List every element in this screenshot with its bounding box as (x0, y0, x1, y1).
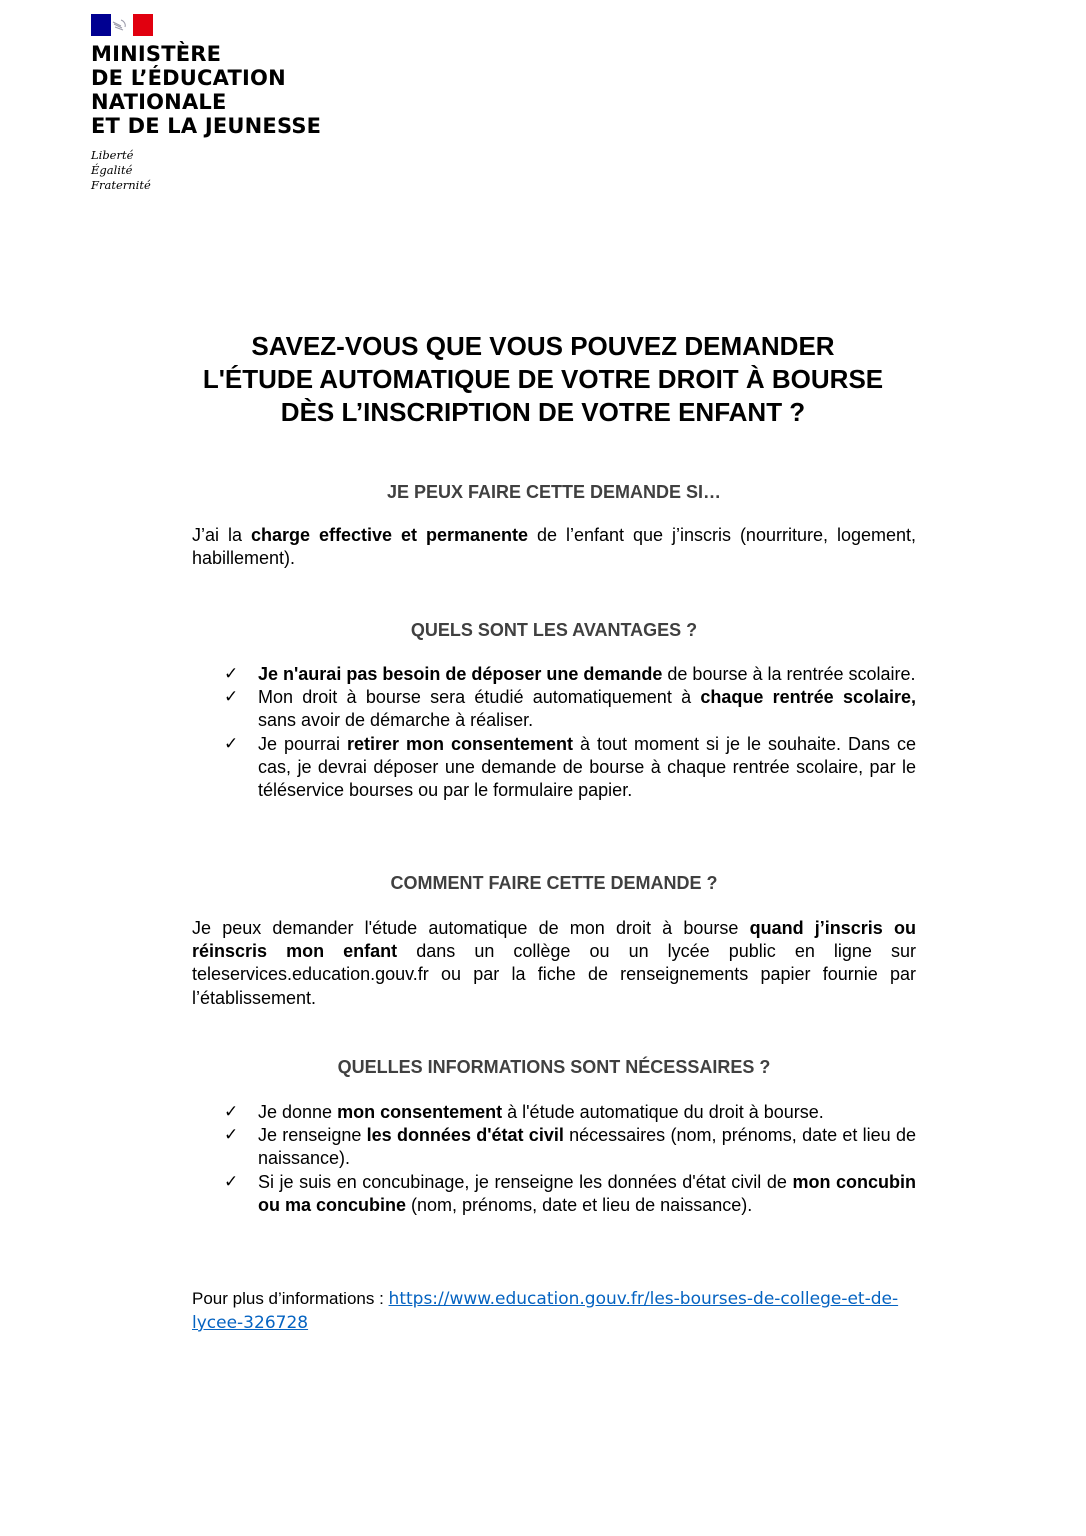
section-heading-advantages: QUELS SONT LES AVANTAGES ? (410, 620, 698, 640)
more-information (192, 1287, 916, 1335)
checkmark-icon: ✓ (224, 687, 239, 708)
list-item (192, 663, 916, 686)
checkmark-icon: ✓ (224, 1171, 239, 1192)
text: à l'étude automatique du droit à bourse. (502, 1102, 824, 1122)
how-to-paragraph (192, 917, 916, 1010)
section-heading-how-to: COMMENT FAIRE CETTE DEMANDE ? (390, 873, 718, 893)
motto-line: Fraternité (91, 178, 151, 192)
bold-text: mon concubin ou ma concubine (258, 1171, 917, 1215)
ministry-line: DE L’ÉDUCATION (91, 66, 286, 90)
checkmark-icon: ✓ (224, 1125, 239, 1146)
text: Je donne (258, 1102, 338, 1122)
list-item (192, 1171, 916, 1217)
conditions-paragraph (192, 524, 916, 570)
ministry-line: ET DE LA JEUNESSE (91, 114, 322, 138)
section-heading-conditions: JE PEUX FAIRE CETTE DEMANDE SI… (386, 482, 722, 502)
text: (nom, prénoms, date et lieu de naissance). (406, 1194, 753, 1215)
link-line: lycee-326728 (192, 1313, 309, 1333)
checkmark-icon: ✓ (224, 664, 239, 684)
ministry-line: NATIONALE (91, 90, 227, 114)
marianne-flag-icon (91, 14, 153, 36)
title-line: SAVEZ-VOUS QUE VOUS POUVEZ DEMANDER (251, 331, 835, 361)
title-line: DÈS L’INSCRIPTION DE VOTRE ENFANT ? (280, 397, 806, 427)
bold-text: mon consentement (337, 1102, 503, 1122)
republic-motto (91, 148, 391, 193)
text: Si je suis en concubinage, je renseigne les données d'état civil de (258, 1171, 793, 1192)
motto-line: Liberté (91, 148, 134, 162)
advantages-list (192, 663, 916, 802)
bold-text: chaque rentrée scolaire, (700, 687, 916, 708)
text: à tout moment si je le souhaite. Dans ce cas, je devrai déposer une demande de bourse à chaque rentrée scolaire, par le téléservice bourses ou par le formulaire papier. (258, 733, 916, 801)
checkmark-icon: ✓ (224, 733, 239, 754)
title-line: L'ÉTUDE AUTOMATIQUE DE VOTRE DROIT À BOURSE (202, 364, 884, 394)
information-list (192, 1101, 916, 1217)
link-line: https://www.education.gouv.fr/les-bourses-de-college-et-de- (388, 1289, 899, 1309)
document-title (130, 330, 956, 429)
text: nécessaires (nom, prénoms, date et lieu de naissance). (258, 1125, 916, 1169)
text: Je renseigne (258, 1125, 367, 1146)
text: de bourse à la rentrée scolaire. (662, 664, 916, 684)
ministry-name (91, 42, 391, 138)
bold-text: les données d'état civil (366, 1125, 564, 1146)
bold-text: Je n'aurai pas besoin de déposer une demande (258, 664, 663, 684)
text: J’ai la (192, 525, 251, 545)
bold-text: retirer mon consentement (347, 733, 574, 754)
bold-text: quand j’inscris ou réinscris mon enfant (192, 918, 916, 962)
text: sans avoir de démarche à réaliser. (258, 710, 534, 731)
text: Je peux demander l'étude automatique de mon droit à bourse (192, 918, 750, 938)
motto-line: Égalité (91, 163, 133, 177)
text: de l’enfant que j’inscris (nourriture, logement, habillement). (192, 525, 916, 569)
ministry-logo (91, 14, 391, 193)
list-item (192, 733, 916, 803)
more-info-label: Pour plus d’informations : (192, 1289, 389, 1308)
list-item (192, 686, 916, 732)
text: Mon droit à bourse sera étudié automatiquement à (258, 687, 701, 708)
bold-text: charge effective et permanente (250, 525, 528, 545)
text: Je pourrai (258, 733, 347, 754)
text: dans un collège ou un lycée public en ligne sur teleservices.education.gouv.fr ou par la fiche de renseignements papier fournie par l’établissement. (192, 941, 916, 1008)
ministry-line: MINISTÈRE (91, 42, 222, 66)
list-item (192, 1101, 916, 1124)
list-item (192, 1124, 916, 1170)
checkmark-icon: ✓ (224, 1102, 239, 1122)
section-heading-information: QUELLES INFORMATIONS SONT NÉCESSAIRES ? (337, 1057, 771, 1077)
